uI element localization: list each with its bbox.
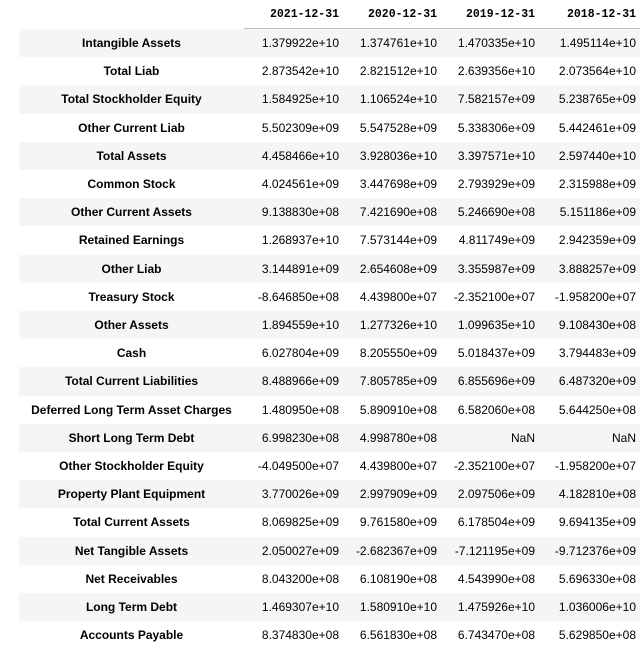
table-cell: 3.397571e+10: [457, 148, 535, 163]
table-cell: 1.475926e+10: [457, 600, 535, 615]
row-label: Other Assets: [94, 318, 169, 333]
table-cell: 1.268937e+10: [261, 233, 339, 248]
table-row: [19, 142, 640, 170]
column-header: 2019-12-31: [441, 2, 539, 29]
table-cell: 4.439800e+07: [359, 289, 437, 304]
table-row: [19, 452, 640, 480]
table-cell: 1.036006e+10: [558, 600, 636, 615]
table-cell: -4.049500e+07: [257, 459, 339, 474]
table-cell: 5.151186e+09: [559, 205, 636, 220]
table-row: [19, 621, 640, 649]
table-row: [19, 57, 640, 85]
table-cell: 2.097506e+09: [457, 487, 535, 502]
balance-sheet-table: [19, 2, 640, 649]
row-label: Cash: [116, 346, 147, 361]
table-cell: 6.178504e+09: [457, 515, 535, 530]
table-cell: 1.495114e+10: [559, 36, 636, 50]
table-cell: 1.106524e+10: [359, 92, 437, 107]
table-cell: 4.543990e+08: [457, 571, 535, 586]
table-cell: 9.108430e+08: [558, 318, 636, 333]
table-cell: 2.942359e+09: [558, 233, 636, 248]
table-cell: 8.043200e+08: [261, 571, 339, 586]
table-cell: 2.073564e+10: [558, 64, 636, 79]
table-cell: -2.352100e+07: [453, 289, 535, 304]
table-cell: 1.099635e+10: [457, 318, 535, 333]
table-cell: 6.582060e+08: [457, 402, 535, 417]
table-cell: -2.352100e+07: [453, 459, 535, 474]
table-cell: 4.439800e+07: [359, 459, 437, 474]
table-cell: 5.238765e+09: [558, 92, 636, 107]
table-row: [19, 593, 640, 621]
table-cell: 3.888257e+09: [558, 261, 636, 276]
table-cell: 3.355987e+09: [457, 261, 535, 276]
table-cell: 3.928036e+10: [359, 148, 437, 163]
table-cell: NaN: [510, 430, 535, 445]
row-label: Total Current Assets: [73, 515, 190, 530]
table-row: [19, 396, 640, 424]
table-cell: 1.277326e+10: [359, 318, 437, 333]
row-label: Net Receivables: [85, 571, 178, 586]
table-row: [19, 114, 640, 142]
table-row: [19, 255, 640, 283]
table-header: [19, 2, 640, 29]
table-row: [19, 424, 640, 452]
table-cell: 1.580910e+10: [359, 600, 437, 615]
table-cell: 8.205550e+09: [359, 346, 437, 361]
table-cell: 2.597440e+10: [558, 148, 636, 163]
table-row: [19, 565, 640, 593]
table-cell: 2.050027e+09: [261, 543, 339, 558]
table-cell: -1.958200e+07: [554, 289, 636, 304]
row-label: Treasury Stock: [88, 289, 175, 304]
table-cell: 4.024561e+09: [261, 177, 339, 192]
table-cell: 1.469307e+10: [261, 600, 339, 615]
row-label: Intangible Assets: [82, 35, 181, 50]
table-cell: 7.573144e+09: [359, 233, 437, 248]
table-cell: 7.421690e+08: [359, 205, 437, 220]
row-label: Other Current Assets: [71, 205, 192, 220]
table-cell: 1.894559e+10: [261, 318, 339, 333]
table-cell: 6.998230e+08: [261, 430, 339, 445]
row-label: Deferred Long Term Asset Charges: [31, 402, 232, 417]
table-row: [19, 85, 640, 113]
table-cell: 3.794483e+09: [558, 346, 636, 361]
table-body: [19, 29, 640, 650]
table-row: [19, 170, 640, 198]
table-cell: -9.712376e+09: [554, 543, 636, 558]
table-cell: 4.458466e+10: [261, 148, 339, 163]
table-cell: 5.890910e+08: [359, 402, 437, 417]
row-label: Total Current Liabilities: [64, 374, 199, 389]
table-row: [19, 508, 640, 536]
table-row: [19, 283, 640, 311]
table-cell: 2.793929e+09: [457, 177, 535, 192]
table-row: [19, 339, 640, 367]
table-cell: 5.018437e+09: [457, 346, 535, 361]
row-label: Total Liab: [103, 64, 160, 79]
row-label: Retained Earnings: [78, 233, 185, 248]
table-row: [19, 198, 640, 226]
table-cell: 2.639356e+10: [457, 64, 535, 79]
table-cell: 2.654608e+09: [359, 261, 437, 276]
table-cell: 7.805785e+09: [359, 374, 437, 389]
table-cell: 6.027804e+09: [261, 346, 339, 361]
table-cell: 1.379922e+10: [261, 36, 339, 50]
table-cell: 2.873542e+10: [261, 64, 339, 79]
row-label: Other Liab: [101, 261, 162, 276]
table-cell: 1.374761e+10: [359, 36, 437, 50]
table-cell: 1.480950e+08: [261, 402, 339, 417]
row-label: Property Plant Equipment: [57, 487, 206, 502]
index-header-blank: [19, 2, 244, 29]
table-cell: 1.470335e+10: [457, 36, 535, 50]
table-cell: 5.629850e+08: [558, 628, 636, 643]
table-row: [19, 226, 640, 254]
table-cell: NaN: [611, 430, 636, 445]
row-label: Total Assets: [96, 148, 167, 163]
table-cell: 5.338306e+09: [457, 120, 535, 135]
table-cell: 5.547528e+09: [359, 120, 437, 135]
table-cell: 5.696330e+08: [558, 571, 636, 586]
row-label: Other Current Liab: [78, 120, 185, 135]
table-cell: 6.743470e+08: [457, 628, 535, 643]
table-cell: 9.694135e+09: [558, 515, 636, 530]
table-cell: 1.584925e+10: [261, 92, 339, 107]
table-cell: -1.958200e+07: [554, 459, 636, 474]
table-row: [19, 311, 640, 339]
row-label: Net Tangible Assets: [74, 543, 189, 558]
table-cell: 4.182810e+08: [558, 487, 636, 502]
table-cell: 6.487320e+09: [558, 374, 636, 389]
table-cell: 8.374830e+08: [261, 628, 339, 643]
table-cell: 5.502309e+09: [261, 120, 339, 135]
table-cell: 5.644250e+08: [558, 402, 636, 417]
column-header: 2018-12-31: [539, 2, 640, 29]
table-cell: 5.442461e+09: [558, 120, 636, 135]
table-cell: 7.582157e+09: [457, 92, 535, 107]
table-cell: -2.682367e+09: [355, 543, 437, 558]
row-label: Common Stock: [87, 177, 176, 192]
table-cell: 4.998780e+08: [359, 430, 437, 445]
table-cell: 9.761580e+09: [359, 515, 437, 530]
table-cell: 3.770026e+09: [261, 487, 339, 502]
table-row: [19, 537, 640, 565]
row-label: Accounts Payable: [79, 628, 184, 643]
table-cell: 3.144891e+09: [261, 261, 339, 276]
table-cell: 2.997909e+09: [359, 487, 437, 502]
table-cell: 9.138830e+08: [261, 205, 339, 220]
table-cell: -7.121195e+09: [454, 543, 535, 558]
table-row: [19, 480, 640, 508]
row-label: Short Long Term Debt: [68, 430, 195, 445]
row-label: Total Stockholder Equity: [61, 92, 202, 107]
table-cell: 3.447698e+09: [359, 177, 437, 192]
table-cell: 6.108190e+08: [359, 571, 437, 586]
table-cell: -8.646850e+08: [257, 289, 339, 304]
table-cell: 5.246690e+08: [457, 205, 535, 220]
header-row: [19, 2, 640, 29]
table-cell: 6.855696e+09: [457, 374, 535, 389]
row-label: Other Stockholder Equity: [59, 459, 204, 474]
table-cell: 8.488966e+09: [261, 374, 339, 389]
column-header: 2021-12-31: [244, 2, 343, 29]
column-header: 2020-12-31: [343, 2, 441, 29]
table-cell: 4.811749e+09: [458, 233, 535, 248]
table-row: [19, 29, 640, 58]
row-label: Long Term Debt: [85, 600, 178, 615]
table-row: [19, 367, 640, 395]
table-cell: 8.069825e+09: [261, 515, 339, 530]
table-cell: 2.821512e+10: [359, 64, 437, 79]
table-cell: 2.315988e+09: [558, 177, 636, 192]
table-cell: 6.561830e+08: [359, 628, 437, 643]
